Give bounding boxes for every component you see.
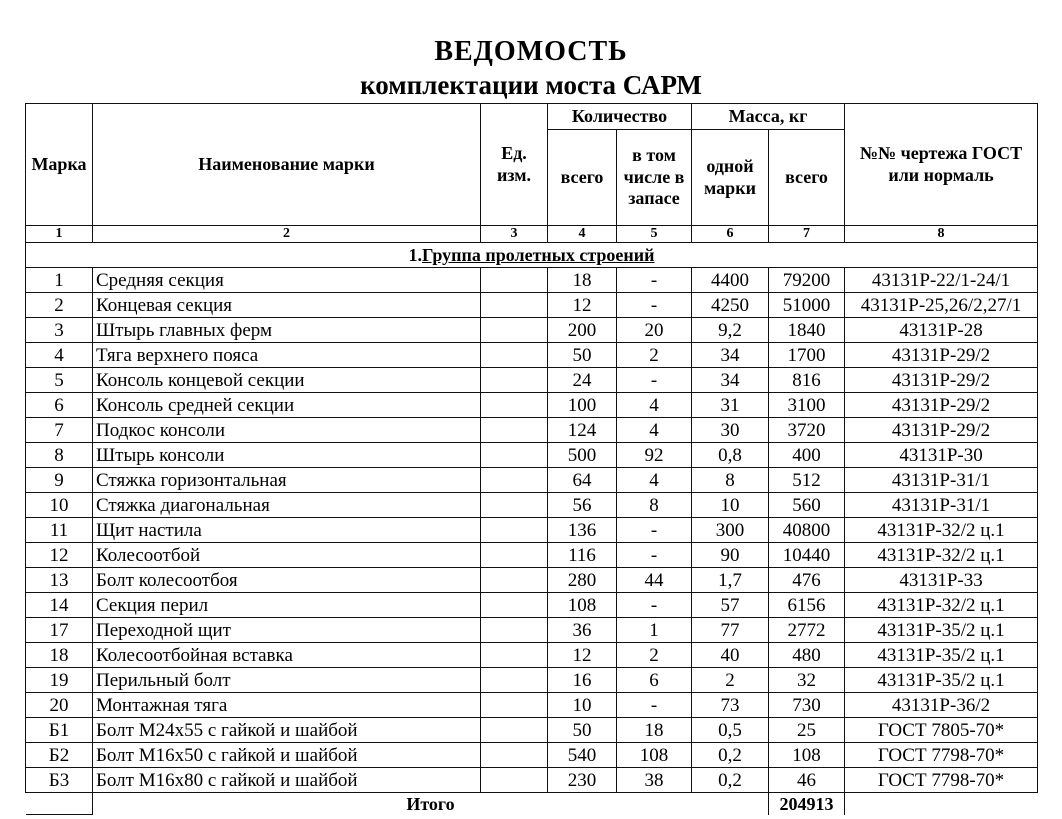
cell-reserve: 4 <box>617 468 692 493</box>
cell-drawing: 43131Р-32/2 ц.1 <box>845 518 1038 543</box>
cell-reserve: 44 <box>617 568 692 593</box>
cell-quantity: 12 <box>548 643 617 668</box>
cell-mark: 12 <box>26 543 93 568</box>
table-row <box>26 468 1038 493</box>
cell-reserve: 2 <box>617 343 692 368</box>
table-row <box>26 518 1038 543</box>
header-mass-one: одной марки <box>692 130 769 226</box>
cell-mass-total: 560 <box>769 493 845 518</box>
cell-mark: 6 <box>26 393 93 418</box>
column-number: 8 <box>845 226 1038 243</box>
cell-reserve: - <box>617 593 692 618</box>
cell-name: Болт М16х50 с гайкой и шайбой <box>93 743 481 768</box>
table-row <box>26 368 1038 393</box>
cell-reserve: 20 <box>617 318 692 343</box>
cell-mass-one: 0,2 <box>692 743 769 768</box>
cell-reserve: 38 <box>617 768 692 793</box>
cell-mark: 20 <box>26 693 93 718</box>
column-number: 1 <box>26 226 93 243</box>
table-row <box>26 318 1038 343</box>
cell-mass-one: 73 <box>692 693 769 718</box>
total-mass: 204913 <box>769 793 845 815</box>
cell-mark: 17 <box>26 618 93 643</box>
cell-mass-total: 1840 <box>769 318 845 343</box>
cell-drawing: 43131Р-35/2 ц.1 <box>845 643 1038 668</box>
cell-name: Штырь консоли <box>93 443 481 468</box>
cell-drawing: 43131Р-33 <box>845 568 1038 593</box>
cell-mark: 18 <box>26 643 93 668</box>
cell-quantity: 136 <box>548 518 617 543</box>
cell-mark: 19 <box>26 668 93 693</box>
cell-reserve: 92 <box>617 443 692 468</box>
column-number: 2 <box>93 226 481 243</box>
cell-quantity: 12 <box>548 293 617 318</box>
cell-name: Щит настила <box>93 518 481 543</box>
cell-reserve: - <box>617 268 692 293</box>
cell-quantity: 500 <box>548 443 617 468</box>
cell-mass-one: 4400 <box>692 268 769 293</box>
table-row <box>26 293 1038 318</box>
cell-unit <box>481 418 548 443</box>
table-row <box>26 643 1038 668</box>
group-row <box>26 243 1038 268</box>
document-subtitle: комплектации моста САРМ <box>360 70 702 100</box>
cell-mass-one: 31 <box>692 393 769 418</box>
cell-mass-one: 9,2 <box>692 318 769 343</box>
cell-reserve: 8 <box>617 493 692 518</box>
cell-mark: Б3 <box>26 768 93 793</box>
cell-unit <box>481 693 548 718</box>
cell-mass-one: 30 <box>692 418 769 443</box>
cell-mass-one: 77 <box>692 618 769 643</box>
cell-mass-total: 6156 <box>769 593 845 618</box>
total-blank-cell <box>845 793 1038 815</box>
cell-mass-total: 400 <box>769 443 845 468</box>
cell-unit <box>481 568 548 593</box>
cell-unit <box>481 768 548 793</box>
cell-quantity: 116 <box>548 543 617 568</box>
cell-mass-one: 34 <box>692 343 769 368</box>
cell-mass-total: 51000 <box>769 293 845 318</box>
table-row <box>26 418 1038 443</box>
cell-mark: 14 <box>26 593 93 618</box>
cell-reserve: - <box>617 693 692 718</box>
cell-reserve: 2 <box>617 643 692 668</box>
cell-unit <box>481 293 548 318</box>
cell-reserve: 18 <box>617 718 692 743</box>
table-row <box>26 693 1038 718</box>
header-quantity-total: всего <box>548 130 617 226</box>
header-drawing: №№ чертежа ГОСТ или нормаль <box>845 104 1038 226</box>
cell-mass-one: 90 <box>692 543 769 568</box>
completion-table <box>25 103 1038 815</box>
cell-drawing: 43131Р-32/2 ц.1 <box>845 593 1038 618</box>
cell-name: Переходной щит <box>93 618 481 643</box>
cell-mark: 11 <box>26 518 93 543</box>
total-label: Итого <box>93 793 769 815</box>
cell-name: Концевая секция <box>93 293 481 318</box>
cell-reserve: - <box>617 543 692 568</box>
cell-mark: 5 <box>26 368 93 393</box>
header-mass-total: всего <box>769 130 845 226</box>
cell-mass-total: 46 <box>769 768 845 793</box>
cell-mark: Б2 <box>26 743 93 768</box>
cell-quantity: 124 <box>548 418 617 443</box>
cell-quantity: 100 <box>548 393 617 418</box>
table-row <box>26 743 1038 768</box>
cell-mark: Б1 <box>26 718 93 743</box>
cell-mass-total: 40800 <box>769 518 845 543</box>
cell-mass-one: 0,8 <box>692 443 769 468</box>
cell-mass-total: 108 <box>769 743 845 768</box>
cell-mark: 10 <box>26 493 93 518</box>
cell-mass-total: 3720 <box>769 418 845 443</box>
cell-mass-total: 512 <box>769 468 845 493</box>
cell-name: Перильный болт <box>93 668 481 693</box>
cell-drawing: 43131Р-35/2 ц.1 <box>845 668 1038 693</box>
total-row <box>26 793 1038 815</box>
cell-drawing: 43131Р-29/2 <box>845 418 1038 443</box>
cell-unit <box>481 343 548 368</box>
cell-quantity: 108 <box>548 593 617 618</box>
cell-mass-one: 0,5 <box>692 718 769 743</box>
cell-mass-total: 816 <box>769 368 845 393</box>
cell-reserve: 4 <box>617 418 692 443</box>
cell-drawing: 43131Р-32/2 ц.1 <box>845 543 1038 568</box>
cell-unit <box>481 443 548 468</box>
table-row <box>26 393 1038 418</box>
header-unit: Ед. изм. <box>481 104 548 226</box>
cell-reserve: 108 <box>617 743 692 768</box>
cell-mark: 7 <box>26 418 93 443</box>
cell-quantity: 56 <box>548 493 617 518</box>
cell-mass-total: 730 <box>769 693 845 718</box>
cell-mark: 13 <box>26 568 93 593</box>
cell-unit <box>481 618 548 643</box>
cell-drawing: 43131Р-36/2 <box>845 693 1038 718</box>
cell-unit <box>481 718 548 743</box>
cell-quantity: 18 <box>548 268 617 293</box>
cell-reserve: 1 <box>617 618 692 643</box>
table-row <box>26 493 1038 518</box>
column-number: 6 <box>692 226 769 243</box>
cell-drawing: 43131Р-31/1 <box>845 493 1038 518</box>
cell-name: Стяжка диагональная <box>93 493 481 518</box>
cell-mark: 1 <box>26 268 93 293</box>
cell-quantity: 64 <box>548 468 617 493</box>
header-marka: Марка <box>26 104 93 226</box>
cell-unit <box>481 643 548 668</box>
table-row <box>26 618 1038 643</box>
group-title-cell <box>26 243 1038 268</box>
table-row <box>26 343 1038 368</box>
cell-mass-one: 0,2 <box>692 768 769 793</box>
cell-mark: 3 <box>26 318 93 343</box>
cell-quantity: 280 <box>548 568 617 593</box>
cell-mass-one: 8 <box>692 468 769 493</box>
cell-mark: 4 <box>26 343 93 368</box>
group-title: Группа пролетных строений <box>422 245 655 265</box>
cell-mark: 8 <box>26 443 93 468</box>
cell-mass-total: 10440 <box>769 543 845 568</box>
cell-drawing: 43131Р-29/2 <box>845 393 1038 418</box>
table-row <box>26 443 1038 468</box>
cell-mass-one: 40 <box>692 643 769 668</box>
cell-drawing: 43131Р-29/2 <box>845 343 1038 368</box>
cell-name: Консоль средней секции <box>93 393 481 418</box>
cell-name: Болт М16х80 с гайкой и шайбой <box>93 768 481 793</box>
cell-unit <box>481 543 548 568</box>
table-row <box>26 768 1038 793</box>
cell-unit <box>481 268 548 293</box>
cell-mass-one: 2 <box>692 668 769 693</box>
cell-name: Подкос консоли <box>93 418 481 443</box>
document-title: ВЕДОМОСТЬ <box>434 36 628 67</box>
cell-mass-total: 1700 <box>769 343 845 368</box>
cell-quantity: 10 <box>548 693 617 718</box>
table-row <box>26 668 1038 693</box>
cell-mass-total: 476 <box>769 568 845 593</box>
total-blank-cell <box>26 793 93 815</box>
cell-quantity: 540 <box>548 743 617 768</box>
header-name: Наименование марки <box>93 104 481 226</box>
cell-mass-one: 57 <box>692 593 769 618</box>
cell-drawing: 43131Р-30 <box>845 443 1038 468</box>
cell-drawing: 43131Р-29/2 <box>845 368 1038 393</box>
cell-mark: 2 <box>26 293 93 318</box>
cell-unit <box>481 668 548 693</box>
cell-reserve: - <box>617 368 692 393</box>
cell-quantity: 16 <box>548 668 617 693</box>
column-number: 5 <box>617 226 692 243</box>
cell-unit <box>481 468 548 493</box>
cell-quantity: 230 <box>548 768 617 793</box>
cell-mass-one: 10 <box>692 493 769 518</box>
cell-name: Болт колесоотбоя <box>93 568 481 593</box>
cell-name: Монтажная тяга <box>93 693 481 718</box>
cell-mass-one: 300 <box>692 518 769 543</box>
cell-mass-total: 480 <box>769 643 845 668</box>
cell-name: Секция перил <box>93 593 481 618</box>
cell-unit <box>481 393 548 418</box>
cell-quantity: 200 <box>548 318 617 343</box>
cell-mass-one: 1,7 <box>692 568 769 593</box>
cell-mass-total: 32 <box>769 668 845 693</box>
cell-drawing: 43131Р-28 <box>845 318 1038 343</box>
cell-quantity: 50 <box>548 343 617 368</box>
cell-quantity: 24 <box>548 368 617 393</box>
cell-reserve: - <box>617 518 692 543</box>
cell-reserve: 4 <box>617 393 692 418</box>
cell-mass-total: 3100 <box>769 393 845 418</box>
table-row <box>26 593 1038 618</box>
cell-mark: 9 <box>26 468 93 493</box>
cell-name: Штырь главных ферм <box>93 318 481 343</box>
column-number: 7 <box>769 226 845 243</box>
table-row <box>26 543 1038 568</box>
cell-unit <box>481 518 548 543</box>
cell-drawing: ГОСТ 7798-70* <box>845 743 1038 768</box>
cell-name: Консоль концевой секции <box>93 368 481 393</box>
cell-unit <box>481 368 548 393</box>
header-mass: Масса, кг <box>692 104 845 130</box>
cell-unit <box>481 593 548 618</box>
cell-quantity: 50 <box>548 718 617 743</box>
header-quantity: Количество <box>548 104 692 130</box>
cell-name: Стяжка горизонтальная <box>93 468 481 493</box>
column-number-row <box>26 226 1038 243</box>
cell-drawing: 43131Р-22/1-24/1 <box>845 268 1038 293</box>
cell-drawing: ГОСТ 7805-70* <box>845 718 1038 743</box>
cell-unit <box>481 318 548 343</box>
table-body <box>26 268 1038 793</box>
column-number: 3 <box>481 226 548 243</box>
cell-name: Колесоотбой <box>93 543 481 568</box>
cell-drawing: 43131Р-35/2 ц.1 <box>845 618 1038 643</box>
cell-name: Средняя секция <box>93 268 481 293</box>
cell-mass-one: 34 <box>692 368 769 393</box>
cell-mass-total: 2772 <box>769 618 845 643</box>
cell-unit <box>481 743 548 768</box>
cell-quantity: 36 <box>548 618 617 643</box>
group-number: 1. <box>408 245 422 265</box>
cell-drawing: 43131Р-31/1 <box>845 468 1038 493</box>
cell-name: Тяга верхнего пояса <box>93 343 481 368</box>
cell-unit <box>481 493 548 518</box>
column-number: 4 <box>548 226 617 243</box>
cell-mass-total: 79200 <box>769 268 845 293</box>
cell-mass-total: 25 <box>769 718 845 743</box>
cell-drawing: ГОСТ 7798-70* <box>845 768 1038 793</box>
cell-drawing: 43131Р-25,26/2,27/1 <box>845 293 1038 318</box>
cell-mass-one: 4250 <box>692 293 769 318</box>
table-row <box>26 718 1038 743</box>
cell-reserve: - <box>617 293 692 318</box>
cell-reserve: 6 <box>617 668 692 693</box>
cell-name: Колесоотбойная вставка <box>93 643 481 668</box>
table-row <box>26 268 1038 293</box>
table-row <box>26 568 1038 593</box>
cell-name: Болт М24х55 с гайкой и шайбой <box>93 718 481 743</box>
header-quantity-reserve: в том числе в запасе <box>617 130 692 226</box>
